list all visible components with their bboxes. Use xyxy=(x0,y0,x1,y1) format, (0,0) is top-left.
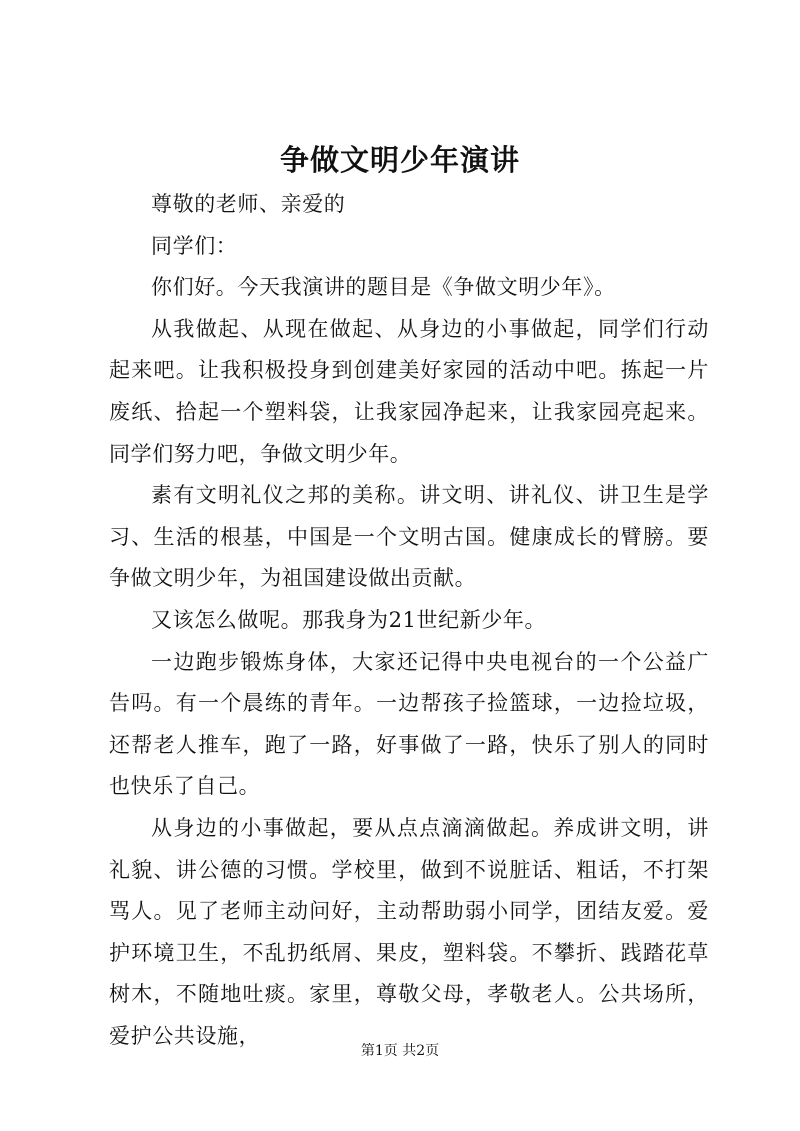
body-paragraph: 从身边的小事做起，要从点点滴滴做起。养成讲文明，讲礼貌、讲公德的习惯。学校里，做到不说脏话、粗话，不打架骂人。见了老师主动问好，主动帮助弱小同学，团结友爱。爱护环境卫生，不乱扔纸屑、果皮，塑料袋。不攀折、践踏花草树木，不随地吐痰。家里，尊敬父母，孝敬老人。公共场所，爱护公共设施， xyxy=(109,815,709,1048)
page-number-footer: 第1页 共2页 xyxy=(360,1043,440,1059)
body-paragraph: 素有文明礼仪之邦的美称。讲文明、讲礼仪、讲卫生是学习、生活的根基，中国是一个文明古国。健康成长的臂膀。要争做文明少年，为祖国建设做出贡献。 xyxy=(109,483,709,591)
body-paragraph: 从我做起、从现在做起、从身边的小事做起，同学们行动起来吧。让我积极投身到创建美好家园的活动中吧。拣起一片废纸、拾起一个塑料袋，让我家园净起来，让我家园亮起来。同学们努力吧，争做文明少年。 xyxy=(109,316,709,466)
salutation-line-1: 尊敬的老师、亲爱的 xyxy=(151,192,346,216)
salutation-line-2: 同学们： xyxy=(151,233,238,258)
greeting-paragraph: 你们好。今天我演讲的题目是《争做文明少年》。 xyxy=(151,275,616,300)
body-paragraph: 一边跑步锻炼身体，大家还记得中央电视台的一个公益广告吗。有一个晨练的青年。一边帮孩子捡篮球，一边捡垃圾，还帮老人推车，跑了一路，好事做了一路，快乐了别人的同时也快乐了自己。 xyxy=(109,649,709,799)
document-body xyxy=(109,184,709,1057)
body-paragraph: 又该怎么做呢。那我身为21世纪新少年。 xyxy=(151,607,547,632)
document-title: 争做文明少年演讲 xyxy=(279,143,520,177)
